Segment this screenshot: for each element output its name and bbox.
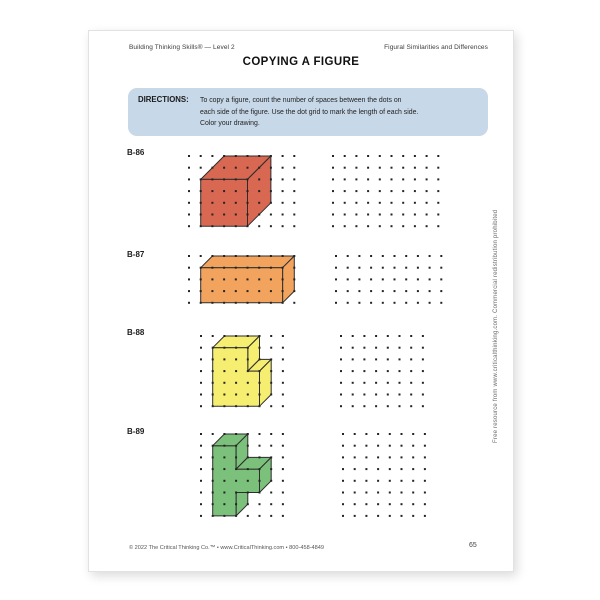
- exercise-label: B-87: [127, 250, 145, 259]
- practice-grid-b86: [328, 151, 443, 231]
- directions-line: To copy a figure, count the number of spaces between the dots on: [200, 97, 402, 104]
- directions-box: [128, 88, 488, 136]
- directions-line: Color your drawing.: [200, 120, 260, 127]
- figure-grid-b88: [196, 331, 288, 411]
- practice-grid-b88: [336, 331, 428, 411]
- directions-line: each side of the figure. Use the dot grid to mark the length of each side.: [200, 108, 419, 116]
- footer-copyright: © 2022 The Critical Thinking Co.™ • www.CriticalThinking.com • 800-458-4849: [129, 545, 324, 551]
- figure-grid-b86: [184, 151, 299, 231]
- figure-grid-b89: [196, 429, 288, 521]
- header-chapter-title: Figural Similarities and Differences: [384, 44, 488, 51]
- exercise-label: B-89: [127, 427, 145, 436]
- header-book-title: Building Thinking Skills® — Level 2: [129, 44, 235, 51]
- worksheet-page: [88, 30, 514, 572]
- figure-grid-b87: [184, 251, 299, 308]
- page-number: 65: [469, 542, 477, 549]
- copyright-side-note: Free resource from www.criticalthinking.com. Commercial redistribution prohibited: [493, 209, 499, 443]
- page-title: COPYING A FIGURE: [242, 56, 360, 68]
- exercise-label: B-88: [127, 328, 145, 337]
- practice-grid-b87: [331, 251, 446, 308]
- practice-grid-b89: [338, 429, 430, 521]
- exercise-label: B-86: [127, 148, 145, 157]
- directions-text: [200, 95, 418, 130]
- directions-label: DIRECTIONS:: [138, 95, 189, 104]
